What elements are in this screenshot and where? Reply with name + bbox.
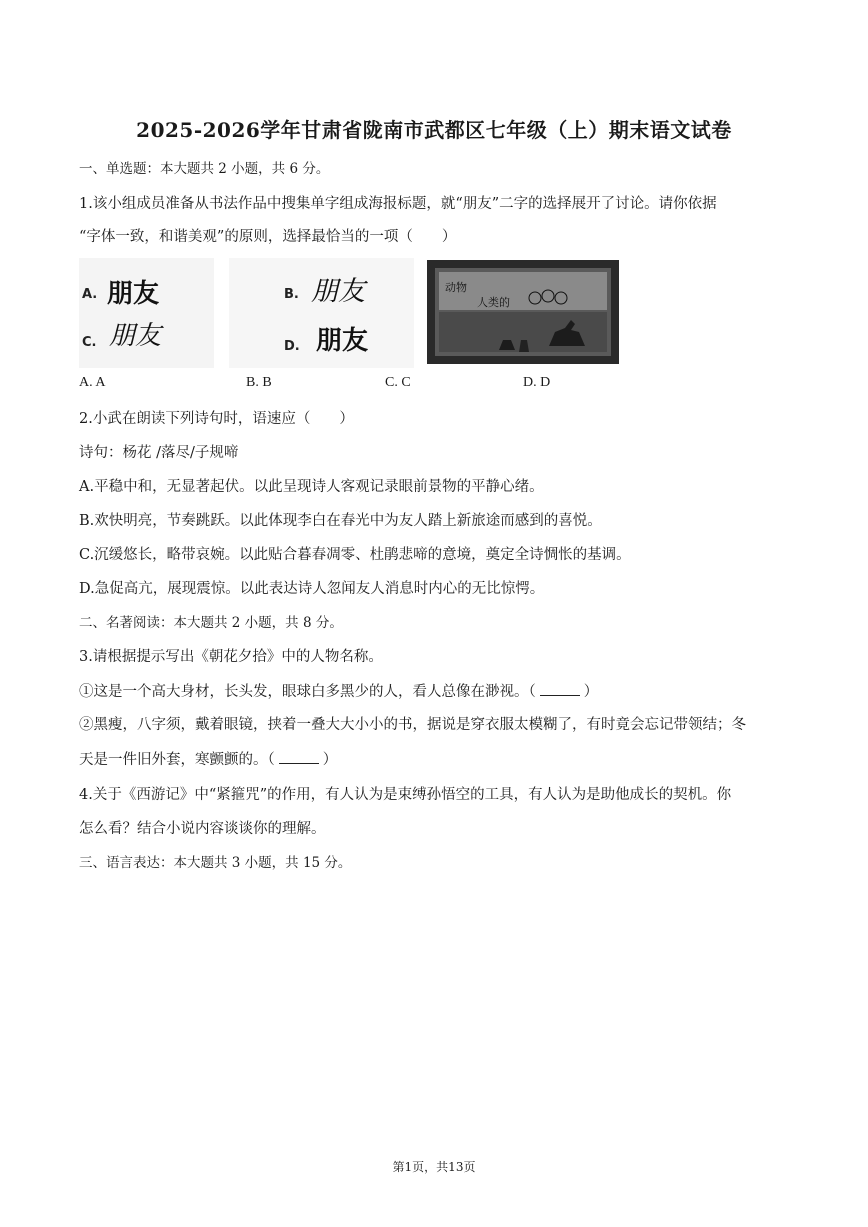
option-b-letter: B.	[284, 287, 299, 302]
q3-item-1-close: ）	[583, 684, 599, 700]
q1-choice-c[interactable]: C. C	[385, 375, 411, 390]
q1-stem-line1: 1.该小组成员准备从书法作品中搜集单字组成海报标题，就“朋友”二字的选择展开了讨论。请你依据	[79, 196, 717, 212]
poster-text-1: 动物	[445, 281, 467, 294]
option-c-chars: 朋友	[109, 321, 162, 351]
poster-text-2: 人类的	[477, 296, 510, 309]
q1-choice-d[interactable]: D. D	[523, 375, 551, 390]
q4-line2: 怎么看？结合小说内容谈谈你的理解。	[79, 821, 326, 837]
option-d-letter: D.	[284, 339, 300, 354]
q1-choice-b[interactable]: B. B	[246, 375, 272, 390]
page-title: 2025-2026学年甘肃省陇南市武都区七年级（上）期末语文试卷	[136, 118, 732, 142]
q3-item-2-close: ）	[322, 752, 338, 768]
q2-poem: 诗句：杨花 /落尽/子规啼	[79, 445, 239, 461]
option-a-letter: A.	[82, 287, 98, 302]
section-heading-2: 二、名著阅读：本大题共 2 小题，共 8 分。	[79, 615, 343, 631]
q3-item-1	[79, 681, 598, 702]
q3-item-2-line2	[79, 749, 337, 770]
q2-stem: 2.小武在朗读下列诗句时，语速应（ ）	[79, 411, 354, 427]
q3-stem: 3.请根据提示写出《朝花夕拾》中的人物名称。	[79, 649, 383, 665]
answer-blank-1[interactable]	[540, 681, 580, 696]
option-a-chars: 朋友	[107, 279, 160, 309]
q1-stem-line2: “字体一致，和谐美观”的原则，选择最恰当的一项（ ）	[79, 229, 457, 245]
q3-item-2-text: 天是一件旧外套，寒颤颤的。（	[79, 752, 275, 768]
option-c-letter: C.	[82, 335, 97, 350]
q2-option-a[interactable]: A.平稳中和，无显著起伏。以此呈现诗人客观记录眼前景物的平静心绪。	[79, 479, 544, 495]
poster-photo	[427, 260, 619, 364]
q2-option-c[interactable]: C.沉缓悠长，略带哀婉。以此贴合暮春凋零、杜鹃悲啼的意境，奠定全诗惆怅的基调。	[79, 547, 631, 563]
answer-blank-2[interactable]	[279, 749, 319, 764]
q2-option-b[interactable]: B.欢快明亮，节奏跳跃。以此体现李白在春光中为友人踏上新旅途而感到的喜悦。	[79, 513, 602, 529]
q2-option-d[interactable]: D.急促高亢，展现震惊。以此表达诗人忽闻友人消息时内心的无比惊愕。	[79, 581, 545, 597]
option-b-chars: 朋友	[311, 276, 365, 307]
q4-line1: 4.关于《西游记》中“紧箍咒”的作用，有人认为是束缚孙悟空的工具，有人认为是助他成长的契机。你	[79, 787, 732, 803]
page-footer: 第1页，共13页	[392, 1160, 476, 1174]
q1-choice-a[interactable]: A. A	[79, 375, 106, 390]
option-d-chars: 朋友	[316, 326, 369, 356]
q3-item-2-line1: ②黑瘦，八字须，戴着眼镜，挟着一叠大大小小的书，据说是穿衣服太模糊了，有时竟会忘记带领结；冬	[79, 717, 746, 733]
q1-calligraphy-options-image	[79, 258, 619, 368]
section-heading-1: 一、单选题：本大题共 2 小题，共 6 分。	[79, 161, 330, 177]
q3-item-1-text: ①这是一个高大身材，长头发，眼球白多黑少的人，看人总像在渺视。（	[79, 684, 536, 700]
section-heading-3: 三、语言表达：本大题共 3 小题，共 15 分。	[79, 855, 352, 871]
